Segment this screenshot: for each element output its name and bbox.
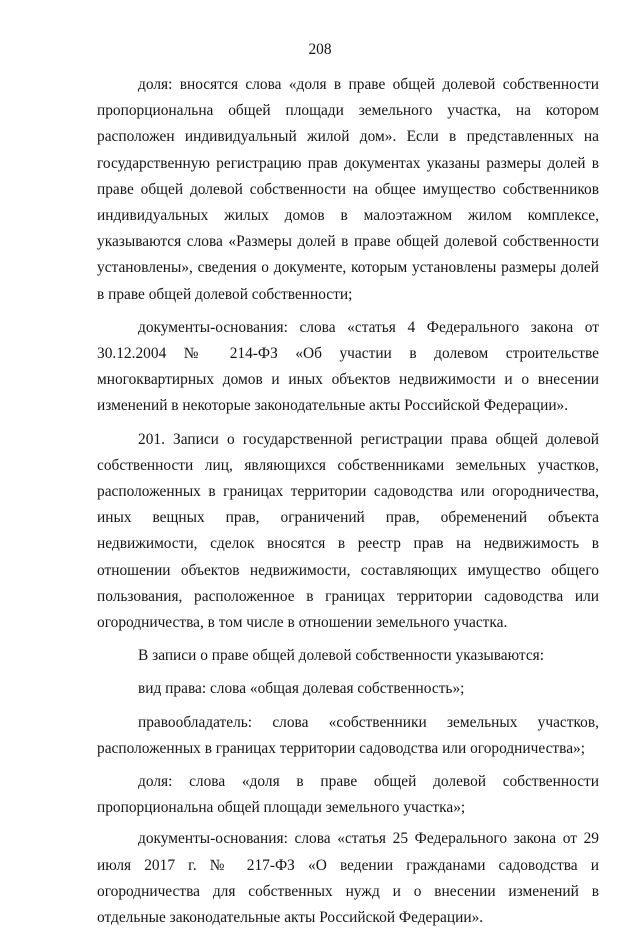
paragraph-right-type: вид права: слова «общая долевая собственность»; [138, 680, 465, 698]
paragraph-basis-documents-214fz: документы-основания: слова «статья 4 Федерального закона от 30.12.2004 № 214-ФЗ «Об участии в долевом строительстве многоквартирных домов и иных объектов недвижимости и о внесении изменений в некоторые законодательные акты Российской Федерации». [97, 318, 599, 415]
paragraph-share-individual-house: доля: вносятся слова «доля в праве общей долевой собственности пропорциональна общей площади земельного участка, на котором расположен индивидуальный жилой дом». Если в представленных на государственную регистрацию прав документах указаны размеры долей в праве общей долевой собственности на общее имущество собственников индивидуальных жилых домов в малоэтажном жилом комплексе, указываются слова «Размеры долей в праве общей долевой собственности установлены», сведения о документе, которым установлены размеры долей в праве общей долевой собственности; [97, 76, 599, 303]
paragraph-basis-documents-217fz: документы-основания: слова «статья 25 Федерального закона от 29 июля 2017 г. № 217-ФЗ «О ведении гражданами садоводства и огородничества для собственных нужд и о внесении изменений в отдельные законодательные акты Российской Федерации». [97, 830, 599, 927]
page-body [97, 72, 599, 931]
paragraph-record-intro: В записи о праве общей долевой собственности указываются: [138, 647, 545, 665]
page-number: 208 [308, 41, 332, 58]
paragraph-clause-201: 201. Записи о государственной регистрации права общей долевой собственности лиц, являющихся собственниками земельных участков, расположенных в границах территории садоводства или огородничества, иных вещных прав, ограничений прав, обременений объекта недвижимости, сделок вносятся в реестр прав на недвижимость в отношении объектов недвижимости, составляющих имущество общего пользования, расположенное в границах территории садоводства или огородничества, в том числе в отношении земельного участка. [97, 430, 599, 632]
paragraph-rightholder: правообладатель: слова «собственники земельных участков, расположенных в границах территории садоводства или огородничества»; [97, 713, 599, 757]
paragraph-share-land-plot: доля: слова «доля в праве общей долевой собственности пропорциональна общей площади земельного участка»; [97, 773, 599, 817]
